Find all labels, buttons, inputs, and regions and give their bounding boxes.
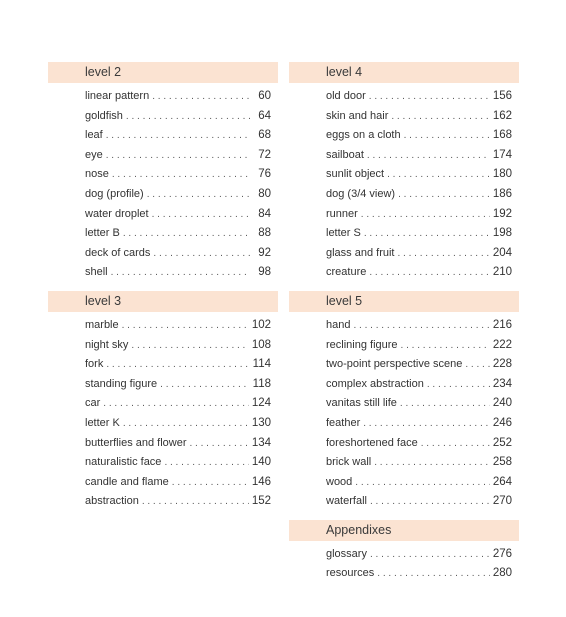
entry-title: dog (profile) <box>85 187 144 200</box>
page-number: 252 <box>492 436 512 449</box>
dot-leader <box>164 453 248 473</box>
dot-leader <box>152 205 250 225</box>
entry-title: brick wall <box>326 456 372 469</box>
toc-section <box>48 62 278 283</box>
dot-leader <box>387 165 490 185</box>
page-number: 152 <box>251 495 271 508</box>
section-heading: level 3 <box>48 291 278 312</box>
page-number: 124 <box>251 397 271 410</box>
toc-entry[interactable] <box>85 375 271 395</box>
section-heading: level 2 <box>48 62 278 83</box>
page-number: 118 <box>252 377 271 390</box>
dot-leader <box>391 107 489 127</box>
entry-title: vanitas still life <box>326 397 397 410</box>
page-number: 64 <box>258 109 271 122</box>
toc-entry[interactable] <box>326 414 512 434</box>
entry-list <box>289 545 512 584</box>
page-number: 168 <box>492 129 512 142</box>
page-number: 240 <box>492 397 512 410</box>
toc-entry[interactable] <box>326 394 512 414</box>
dot-leader <box>153 244 250 264</box>
dot-leader <box>355 473 490 493</box>
toc-entry[interactable] <box>326 545 512 565</box>
toc-entry[interactable] <box>85 205 271 225</box>
toc-section <box>48 291 278 512</box>
dot-leader <box>401 336 490 356</box>
entry-title: letter K <box>85 416 120 429</box>
entry-title: waterfall <box>326 495 367 508</box>
toc-entry[interactable] <box>85 394 271 414</box>
section-heading: Appendixes <box>289 520 519 541</box>
toc-entry[interactable] <box>326 355 512 375</box>
dot-leader <box>190 434 249 454</box>
toc-entry[interactable] <box>85 224 271 244</box>
entry-list <box>289 87 512 283</box>
entry-list <box>48 316 271 512</box>
page-number: 84 <box>258 207 271 220</box>
toc-section <box>289 520 519 584</box>
entry-title: butterflies and flower <box>85 436 187 449</box>
page-number: 228 <box>492 358 512 371</box>
entry-title: linear pattern <box>85 90 150 102</box>
page-number: 60 <box>258 90 271 102</box>
toc-entry[interactable] <box>85 336 271 356</box>
page-number: 280 <box>492 567 512 580</box>
entry-list <box>48 87 271 283</box>
entry-title: night sky <box>85 338 129 351</box>
dot-leader <box>398 185 490 205</box>
dot-leader <box>106 355 249 375</box>
page-number: 264 <box>492 475 512 488</box>
entry-title: sailboat <box>326 148 364 161</box>
entry-title: skin and hair <box>326 109 389 122</box>
dot-leader <box>370 492 490 512</box>
dot-leader <box>106 126 250 146</box>
dot-leader <box>363 414 490 434</box>
entry-list <box>289 316 512 512</box>
toc-entry[interactable] <box>326 165 512 185</box>
entry-title: glossary <box>326 547 367 560</box>
dot-leader <box>364 224 490 244</box>
entry-title: standing figure <box>85 377 158 390</box>
dot-leader <box>111 263 250 283</box>
toc-entry[interactable] <box>85 473 271 493</box>
entry-title: deck of cards <box>85 246 151 259</box>
entry-title: creature <box>326 266 367 279</box>
toc-entry[interactable] <box>326 146 512 166</box>
toc-entry[interactable] <box>85 492 271 512</box>
page-number: 130 <box>251 416 271 429</box>
dot-leader <box>427 375 490 395</box>
entry-title: shell <box>85 266 108 279</box>
dot-leader <box>377 564 490 584</box>
page-number: 72 <box>258 148 271 161</box>
toc-section <box>289 62 519 283</box>
page-number: 276 <box>492 547 512 560</box>
page-number: 246 <box>492 416 512 429</box>
page-number: 76 <box>258 168 271 181</box>
entry-title: leaf <box>85 129 103 142</box>
entry-title: naturalistic face <box>85 456 162 469</box>
toc-entry[interactable] <box>326 87 512 107</box>
entry-title: nose <box>85 168 109 181</box>
entry-title: eye <box>85 148 103 161</box>
entry-title: water droplet <box>85 207 149 220</box>
toc-entry[interactable] <box>326 107 512 127</box>
page-number: 258 <box>492 456 512 469</box>
toc-entry[interactable] <box>326 375 512 395</box>
toc-entry[interactable] <box>85 146 271 166</box>
dot-leader <box>126 107 250 127</box>
dot-leader <box>112 165 250 185</box>
dot-leader <box>361 205 490 225</box>
page-number: 80 <box>258 187 271 200</box>
entry-title: letter B <box>85 227 120 240</box>
toc-left-column <box>48 62 278 517</box>
page-number: 98 <box>258 266 271 279</box>
toc-entry[interactable] <box>85 355 271 375</box>
page-number: 88 <box>258 227 271 240</box>
page-number: 114 <box>252 358 271 371</box>
dot-leader <box>152 87 250 107</box>
page-number: 162 <box>492 109 512 122</box>
entry-title: candle and flame <box>85 475 169 488</box>
toc-entry[interactable] <box>85 316 271 336</box>
entry-title: goldfish <box>85 109 123 122</box>
toc-entry[interactable] <box>326 492 512 512</box>
entry-title: two-point perspective scene <box>326 358 463 371</box>
entry-title: marble <box>85 318 119 331</box>
entry-title: resources <box>326 567 375 580</box>
toc-entry[interactable] <box>326 185 512 205</box>
page-number: 270 <box>492 495 512 508</box>
toc-entry[interactable] <box>326 434 512 454</box>
toc-entry[interactable] <box>85 126 271 146</box>
page-number: 180 <box>492 168 512 181</box>
dot-leader <box>400 394 490 414</box>
page-number: 134 <box>251 436 271 449</box>
dot-leader <box>404 126 490 146</box>
entry-title: glass and fruit <box>326 246 395 259</box>
dot-leader <box>370 545 490 565</box>
toc-entry[interactable] <box>85 244 271 264</box>
dot-leader <box>369 263 489 283</box>
entry-title: foreshortened face <box>326 436 418 449</box>
toc-entry[interactable] <box>326 564 512 584</box>
toc-entry[interactable] <box>85 107 271 127</box>
entry-title: feather <box>326 416 361 429</box>
page-number: 92 <box>258 246 271 259</box>
page-number: 146 <box>251 475 271 488</box>
page-number: 210 <box>492 266 512 279</box>
toc-right-column <box>289 62 519 589</box>
page-number: 108 <box>251 338 271 351</box>
dot-leader <box>160 375 249 395</box>
page-number: 198 <box>492 227 512 240</box>
entry-title: dog (3/4 view) <box>326 187 396 200</box>
toc-entry[interactable] <box>326 205 512 225</box>
entry-title: fork <box>85 358 104 371</box>
dot-leader <box>421 434 490 454</box>
dot-leader <box>106 146 250 166</box>
section-heading: level 4 <box>289 62 519 83</box>
toc-entry[interactable] <box>326 453 512 473</box>
dot-leader <box>103 394 249 414</box>
dot-leader <box>123 414 249 434</box>
entry-title: reclining figure <box>326 338 398 351</box>
toc-section <box>289 291 519 512</box>
page-number: 204 <box>492 246 512 259</box>
entry-title: hand <box>326 318 351 331</box>
dot-leader <box>123 224 250 244</box>
dot-leader <box>374 453 490 473</box>
dot-leader <box>397 244 489 264</box>
toc-entry[interactable] <box>326 316 512 336</box>
toc-entry[interactable] <box>326 224 512 244</box>
dot-leader <box>131 336 248 356</box>
dot-leader <box>147 185 250 205</box>
dot-leader <box>465 355 489 375</box>
section-heading: level 5 <box>289 291 519 312</box>
entry-title: old door <box>326 90 366 102</box>
page-number: 222 <box>492 338 512 351</box>
page-number: 234 <box>492 377 512 390</box>
dot-leader <box>172 473 249 493</box>
entry-title: letter S <box>326 227 361 240</box>
toc-entry[interactable] <box>85 263 271 283</box>
page-number: 186 <box>492 187 512 200</box>
dot-leader <box>142 492 249 512</box>
page-number: 216 <box>492 318 512 331</box>
dot-leader <box>367 146 490 166</box>
entry-title: abstraction <box>85 495 139 508</box>
entry-title: runner <box>326 207 358 220</box>
dot-leader <box>353 316 489 336</box>
toc-entry[interactable] <box>85 87 271 107</box>
page-number: 156 <box>492 90 512 102</box>
page-number: 102 <box>251 318 271 331</box>
entry-title: wood <box>326 475 353 488</box>
entry-title: sunlit object <box>326 168 385 181</box>
dot-leader <box>122 316 249 336</box>
toc-entry[interactable] <box>326 263 512 283</box>
toc-entry[interactable] <box>326 336 512 356</box>
entry-title: eggs on a cloth <box>326 129 401 142</box>
page-number: 174 <box>492 148 512 161</box>
entry-title: complex abstraction <box>326 377 424 390</box>
toc-entry[interactable] <box>326 126 512 146</box>
dot-leader <box>369 87 490 107</box>
toc-entry[interactable] <box>85 185 271 205</box>
toc-entry[interactable] <box>85 165 271 185</box>
toc-entry[interactable] <box>85 414 271 434</box>
page-number: 192 <box>492 207 512 220</box>
toc-entry[interactable] <box>326 244 512 264</box>
page-number: 140 <box>251 456 271 469</box>
toc-entry[interactable] <box>85 434 271 454</box>
toc-entry[interactable] <box>85 453 271 473</box>
page-number: 68 <box>258 129 271 142</box>
toc-entry[interactable] <box>326 473 512 493</box>
entry-title: car <box>85 397 101 410</box>
